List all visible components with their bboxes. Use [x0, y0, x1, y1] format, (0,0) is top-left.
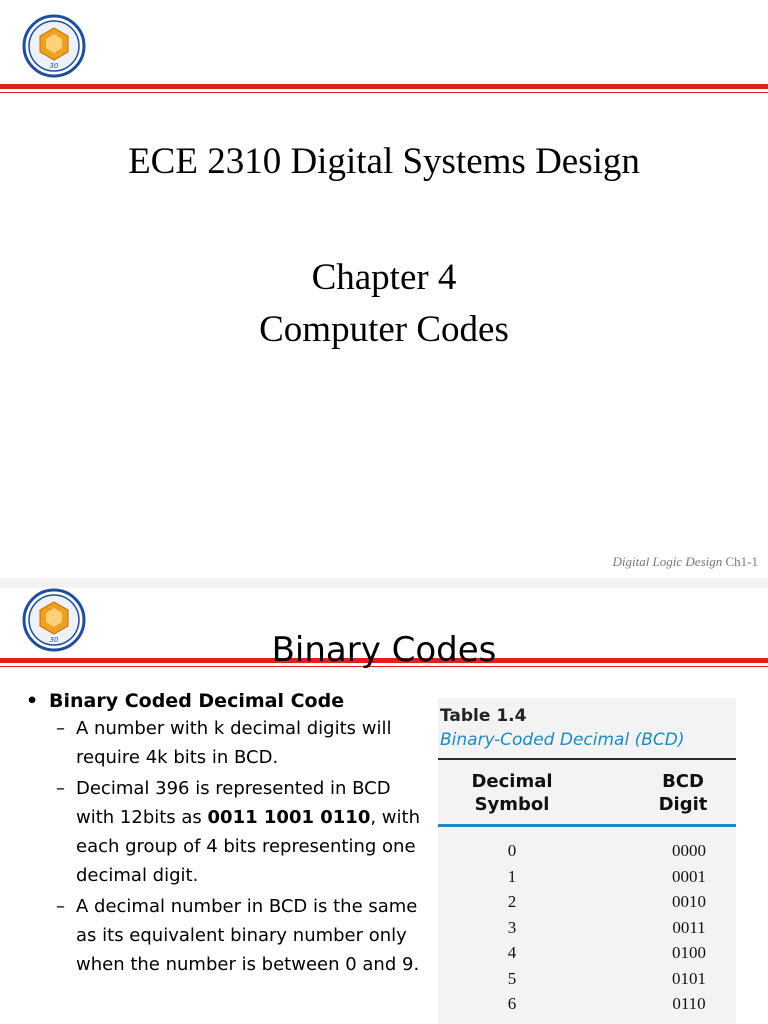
table-header-rule	[438, 824, 736, 827]
chapter-title: Computer Codes	[259, 309, 509, 350]
table-row	[438, 915, 736, 941]
table-top-rule	[438, 758, 736, 760]
column-header-decimal	[452, 770, 572, 816]
table-caption: Binary-Coded Decimal (BCD)	[440, 730, 685, 750]
table-row	[438, 940, 736, 966]
table-body	[438, 838, 736, 1017]
sub-bullet-2	[26, 774, 426, 890]
bcd-digit-cell: 0101	[672, 968, 706, 988]
bcd-example-value: 0011 1001 0110	[207, 807, 371, 828]
svg-text:30: 30	[49, 636, 59, 644]
bcd-digit-cell: 0110	[672, 994, 706, 1013]
sub-bullet-2-text-pre: Decimal 396 is represented in BCD with 12bits as	[76, 778, 391, 828]
table-row	[438, 864, 736, 890]
dash: –	[56, 896, 65, 917]
decimal-symbol-cell: 1	[507, 866, 517, 886]
column-header-bcd	[638, 770, 728, 816]
decimal-symbol-cell: 5	[507, 968, 517, 988]
binary-codes-slide	[0, 588, 768, 1024]
dash: –	[56, 778, 65, 799]
decimal-symbol-cell: 2	[507, 892, 517, 911]
column-header-bcd-line2: Digit	[658, 794, 708, 815]
slide-footer	[612, 554, 758, 570]
sub-bullet-1-text: A number with k decimal digits will require 4k bits in BCD.	[76, 718, 392, 768]
chapter-number: Chapter 4	[311, 257, 457, 298]
slide-separator	[0, 578, 768, 588]
bcd-table	[438, 698, 736, 1024]
bcd-digit-cell: 0001	[672, 866, 706, 886]
bullet-main	[26, 690, 426, 712]
header-rule	[0, 84, 768, 93]
sub-bullet-1	[26, 714, 426, 772]
table-row	[438, 838, 736, 864]
table-row	[438, 889, 736, 915]
chapter-heading	[0, 252, 768, 356]
footer-page-number: Ch1-1	[725, 554, 758, 569]
svg-text:30: 30	[49, 62, 59, 70]
slide-title: Binary Codes	[271, 630, 497, 670]
sub-bullet-3	[26, 892, 426, 979]
bullet-dot: •	[26, 690, 39, 712]
decimal-symbol-cell: 6	[507, 994, 517, 1013]
bullet-main-text: Binary Coded Decimal Code	[49, 690, 345, 712]
sub-bullet-2-text-post: , with each group of 4 bits representing one decimal digit.	[76, 807, 420, 886]
column-header-decimal-line1: Decimal	[471, 771, 553, 792]
table-row	[438, 991, 736, 1017]
column-header-bcd-line1: BCD	[662, 771, 704, 792]
bullet-list	[26, 690, 426, 979]
footer-course-name: Digital Logic Design	[612, 554, 723, 569]
column-header-decimal-line2: Symbol	[474, 794, 550, 815]
bcd-digit-cell: 0000	[672, 841, 706, 860]
decimal-symbol-cell: 0	[507, 841, 517, 860]
dash: –	[56, 718, 65, 739]
bcd-digit-cell: 0010	[672, 892, 706, 911]
table-row	[438, 966, 736, 992]
sub-bullet-3-text: A decimal number in BCD is the same as its equivalent binary number only when the number is between 0 and 9.	[76, 896, 420, 975]
course-title: ECE 2310 Digital Systems Design	[128, 141, 640, 182]
decimal-symbol-cell: 4	[507, 943, 517, 962]
bcd-digit-cell: 0011	[672, 917, 706, 937]
university-logo-icon	[22, 14, 86, 78]
bcd-digit-cell: 0100	[672, 943, 706, 962]
decimal-symbol-cell: 3	[507, 917, 517, 937]
table-label: Table 1.4	[440, 706, 527, 726]
